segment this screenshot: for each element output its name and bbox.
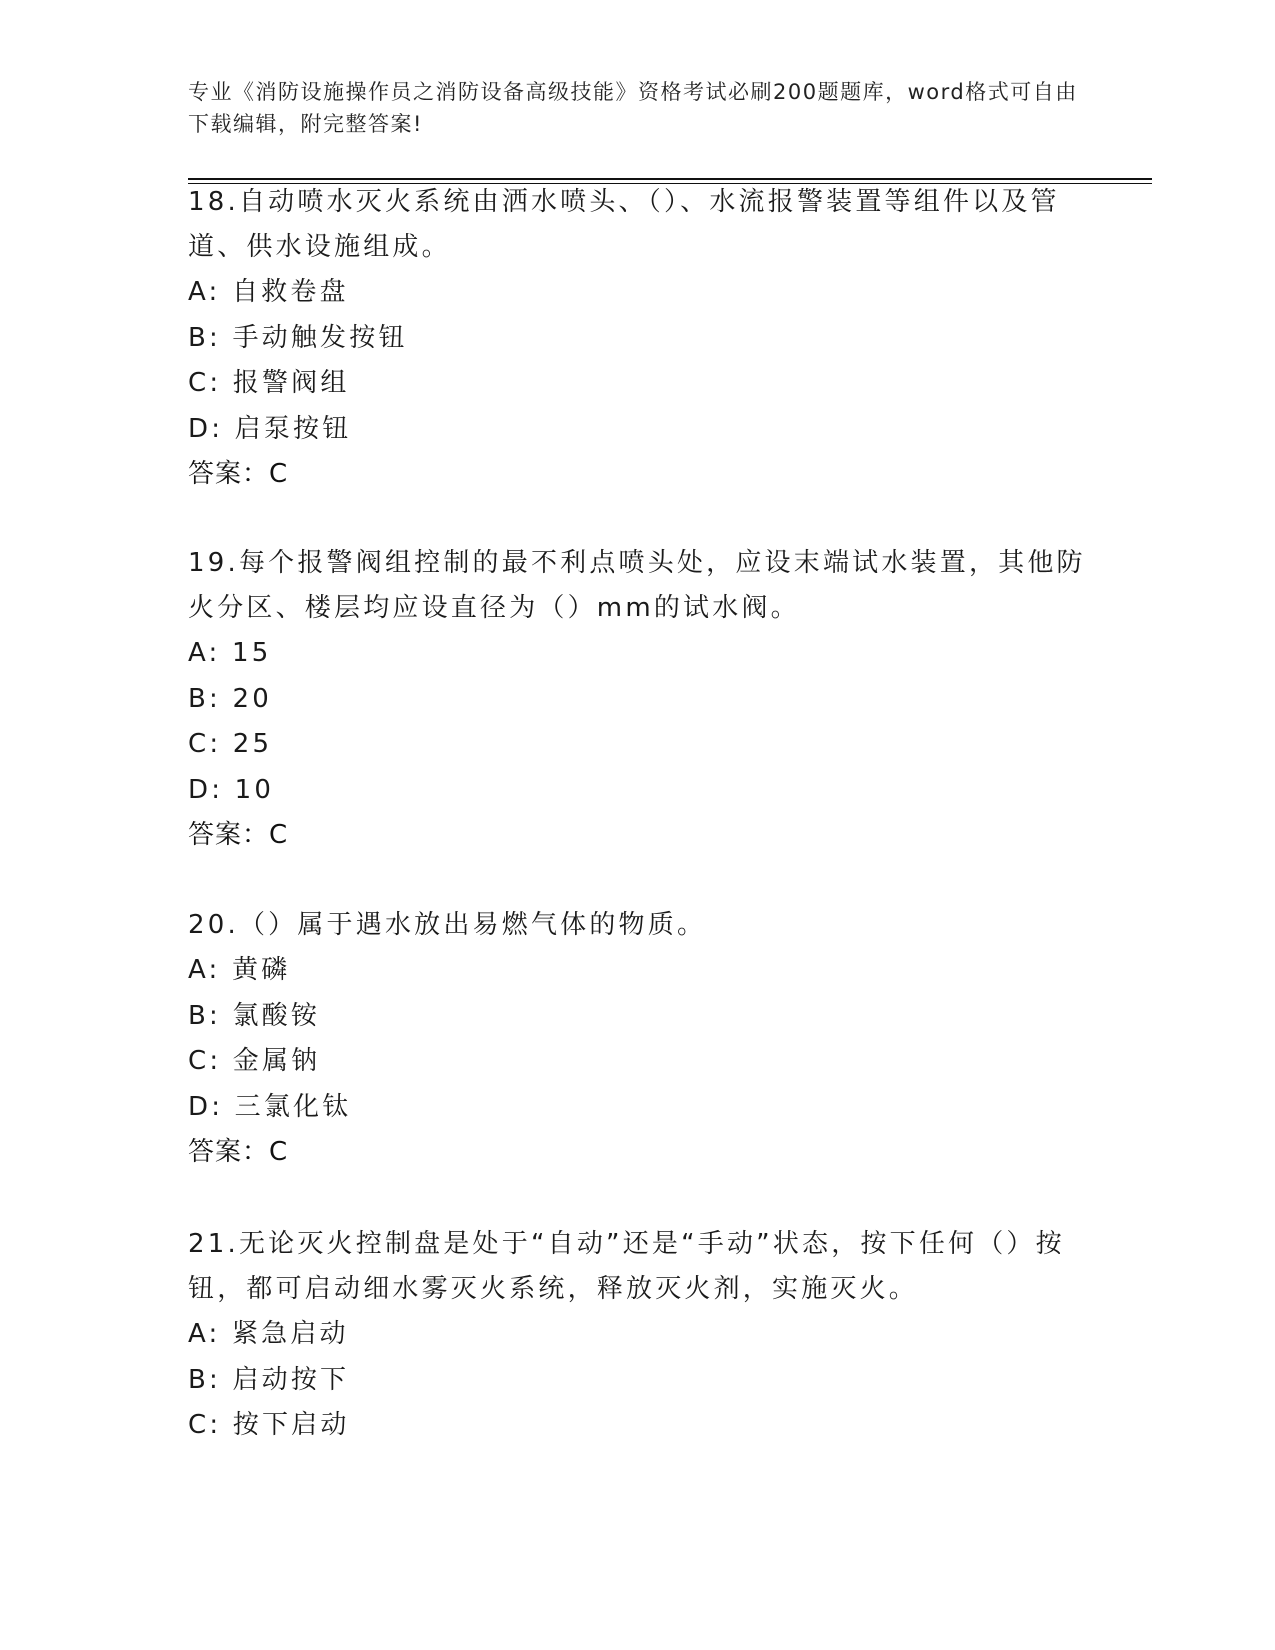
document-header: 专业《消防设施操作员之消防设备高级技能》资格考试必刷200题题库，word格式可自由下载编辑，附完整答案!	[188, 80, 1078, 136]
option-c: C: 报警阀组	[188, 368, 350, 398]
option-a: A: 黄磷	[188, 955, 291, 985]
option-b: B: 手动触发按钮	[188, 322, 408, 353]
question-21	[188, 1222, 1088, 1449]
question-20	[188, 903, 1088, 1175]
answer: 答案：C	[188, 1137, 289, 1167]
question-19	[188, 541, 1088, 858]
question-18	[188, 180, 1088, 497]
option-a: A: 自救卷盘	[188, 277, 349, 307]
option-c: C: 金属钠	[188, 1046, 321, 1076]
question-stem: 20.（）属于遇水放出易燃气体的物质。	[188, 910, 707, 940]
question-stem: 21.无论灭火控制盘是处于“自动”还是“手动”状态，按下任何（）按钮，都可启动细水雾灭火系统，释放灭火剂，实施灭火。	[188, 1229, 1065, 1304]
option-a: A: 紧急启动	[188, 1319, 349, 1349]
option-d: D: 10	[188, 774, 275, 805]
answer: 答案：C	[188, 459, 289, 489]
option-d: D: 三氯化钛	[188, 1091, 352, 1122]
question-stem: 18.自动喷水灭火系统由洒水喷头、（）、水流报警装置等组件以及管道、供水设施组成。	[188, 187, 1060, 262]
option-b: B: 启动按下	[188, 1364, 350, 1395]
option-c: C: 按下启动	[188, 1410, 350, 1440]
question-stem: 19.每个报警阀组控制的最不利点喷头处，应设末端试水装置，其他防火分区、楼层均应设直径为（）mm的试水阀。	[188, 548, 1086, 623]
option-c: C: 25	[188, 729, 273, 759]
option-b: B: 氯酸铵	[188, 1000, 321, 1031]
answer: 答案：C	[188, 820, 289, 850]
option-a: A: 15	[188, 638, 272, 668]
option-d: D: 启泵按钮	[188, 413, 352, 444]
option-b: B: 20	[188, 683, 272, 714]
